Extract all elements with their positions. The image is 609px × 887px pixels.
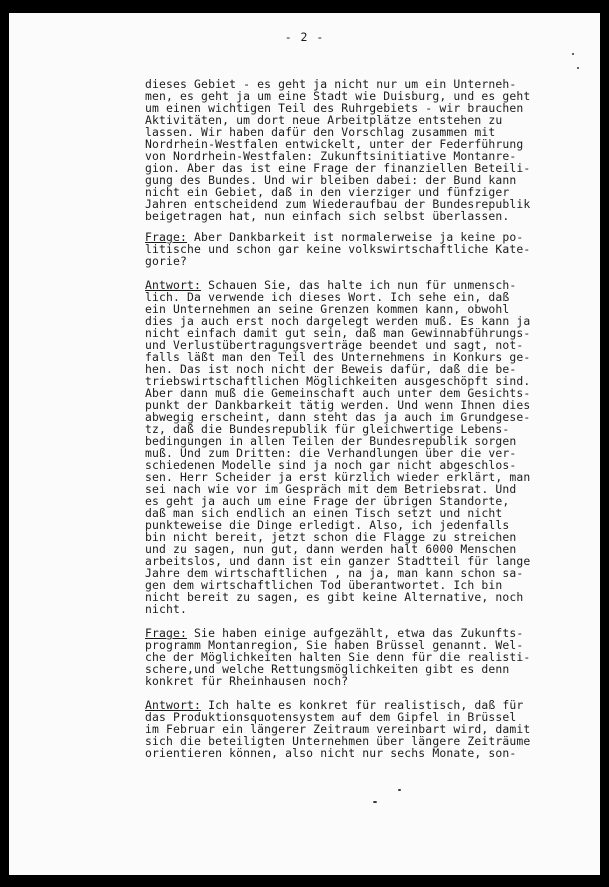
- line-text: programm Montanregion, Sie haben Brüssel genannt. Wel-: [145, 638, 524, 652]
- speaker-label: Antwort:: [145, 698, 202, 712]
- line-text: men, es geht ja um eine Stadt wie Duisburg, und es geht: [145, 89, 531, 103]
- line-text: gen dem wirtschaftlichen Tod überantwortet. Ich bin: [145, 578, 503, 592]
- line-text: ein Unternehmen an seine Grenzen kommen kann, obwohl: [145, 302, 510, 316]
- text-line: [145, 603, 525, 615]
- line-text: punkteweise die Dinge erledigt. Also, ich jedenfalls: [145, 518, 510, 532]
- line-text: nicht einfach damit gut sein, daß man Gewinnabführungs-: [145, 326, 531, 340]
- text-line: [145, 747, 525, 759]
- line-text: nicht.: [145, 602, 188, 616]
- scan-speck: [577, 67, 579, 69]
- line-text: Sie haben einige aufgezählt, etwa das Zukunfts-: [187, 626, 524, 640]
- line-text: beigetragen hat, nun einfach sich selbst überlassen.: [145, 209, 510, 223]
- line-text: gorie?: [145, 254, 188, 268]
- speaker-label: Antwort:: [145, 278, 202, 292]
- line-text: sen. Herr Scheider ja erst kürzlich wieder erklärt, man: [145, 470, 531, 484]
- page-number: - 2 -: [284, 30, 325, 44]
- text-line: [145, 255, 525, 267]
- line-text: tz, daß die Bundesrepublik für gleichwertige Lebens-: [145, 422, 510, 436]
- text-line: [145, 242, 531, 256]
- line-text: gung des Bundes. Und wir bleiben dabei: der Bund kann: [145, 173, 517, 187]
- text-line: [145, 591, 525, 603]
- document-page: [9, 13, 600, 875]
- line-text: dies ja auch erst noch dargelegt werden muß. Es kann ja: [145, 314, 531, 328]
- line-text: das Produktionsquotensystem auf dem Gipfel in Brüssel: [145, 710, 517, 724]
- line-text: litische und schon gar keine volkswirtschaftliche Kate-: [145, 242, 531, 256]
- line-text: Schauen Sie, das halte ich nun für unmensch-: [201, 278, 517, 292]
- line-text: Jahren entscheidend zum Wiederaufbau der Bundesrepublik: [145, 197, 531, 211]
- line-text: orientieren können, also nicht nur sechs Monate, son-: [145, 746, 517, 760]
- speaker-label: Frage:: [145, 230, 188, 244]
- line-text: gion. Aber das ist eine Frage der finanziellen Beteili-: [145, 161, 531, 175]
- line-text: hen. Das ist noch nicht der Beweis dafür, daß die be-: [145, 362, 517, 376]
- line-text: und zu sagen, nun gut, dann werden halt 6000 Menschen: [145, 542, 517, 556]
- line-text: Jahre dem wirtschaftlichen , na ja, man kann schon sa-: [145, 566, 524, 580]
- line-text: nicht bereit zu sagen, es gibt keine Alternative, noch: [145, 590, 524, 604]
- line-text: von Nordrhein-Westfalen: Zukunftsinitiative Montanre-: [145, 149, 517, 163]
- line-text: triebswirtschaftlichen Möglichkeiten ausgeschöpft sind.: [145, 374, 531, 388]
- line-text: dieses Gebiet - es geht ja nicht nur um ein Unterneh-: [145, 77, 517, 91]
- speaker-label: Frage:: [145, 626, 188, 640]
- line-text: um einen wichtigen Teil des Ruhrgebiets - wir brauchen: [145, 101, 524, 115]
- line-text: Aber Dankbarkeit ist normalerweise ja keine po-: [187, 230, 524, 244]
- line-text: nicht ein Gebiet, daß in den vierziger und fünfziger: [145, 185, 510, 199]
- line-text: daß man sich endlich an einen Tisch setzt und nicht: [145, 506, 503, 520]
- line-text: schiedenen Modelle sind ja noch gar nicht abgeschlos-: [145, 458, 517, 472]
- line-text: abwegig erscheint, dann steht das ja auch im Grundgese-: [145, 410, 531, 424]
- line-text: punkt der Dankbarkeit tätig werden. Und wenn Ihnen dies: [145, 398, 531, 412]
- line-text: arbeitslos, und dann ist ein ganzer Stadtteil für lange: [145, 554, 531, 568]
- line-text: che der Möglichkeiten halten Sie denn für die realisti-: [145, 650, 531, 664]
- line-text: bin nicht bereit, jetzt schon die Flagge zu streichen: [145, 530, 517, 544]
- line-text: falls läßt man den Teil des Unternehmens in Konkurs ge-: [145, 350, 531, 364]
- line-text: Aber dann muß die Gemeinschaft auch unter dem Gesichts-: [145, 386, 531, 400]
- line-text: sich die beteiligten Unternehmen über längere Zeiträume: [145, 734, 531, 748]
- line-text: konkret für Rheinhausen noch?: [145, 674, 349, 688]
- line-text: schere,und welche Rettungsmöglichkeiten gibt es denn: [145, 662, 510, 676]
- scan-speck: [373, 801, 377, 803]
- line-text: Aktivitäten, um dort neue Arbeitplätze entstehen zu: [145, 113, 503, 127]
- scan-speck: [398, 789, 401, 791]
- scan-speck: [572, 53, 574, 55]
- line-text: Nordrhein-Westfalen entwickelt, unter der Federführung: [145, 137, 524, 151]
- text-line: [145, 210, 525, 222]
- text-line: [145, 675, 525, 687]
- line-text: und Verlustübertragungsverträge beendet und sagt, not-: [145, 338, 524, 352]
- line-text: im Februar ein längerer Zeitraum vereinbart wird, damit: [145, 722, 531, 736]
- line-text: bedingungen in allen Teilen der Bundesrepublik sorgen: [145, 434, 517, 448]
- line-text: lich. Da verwende ich dieses Wort. Ich sehe ein, daß: [145, 290, 510, 304]
- line-text: lassen. Wir haben dafür den Vorschlag zusammen mit: [145, 125, 496, 139]
- line-text: sei nach wie vor im Gespräch mit dem Betriebsrat. Und: [145, 482, 517, 496]
- line-text: muß. Und zum Dritten: die Verhandlungen über die ver-: [145, 446, 517, 460]
- line-text: es geht ja auch um eine Frage der übrigen Standorte,: [145, 494, 510, 508]
- line-text: Ich halte es konkret für realistisch, daß für: [201, 698, 524, 712]
